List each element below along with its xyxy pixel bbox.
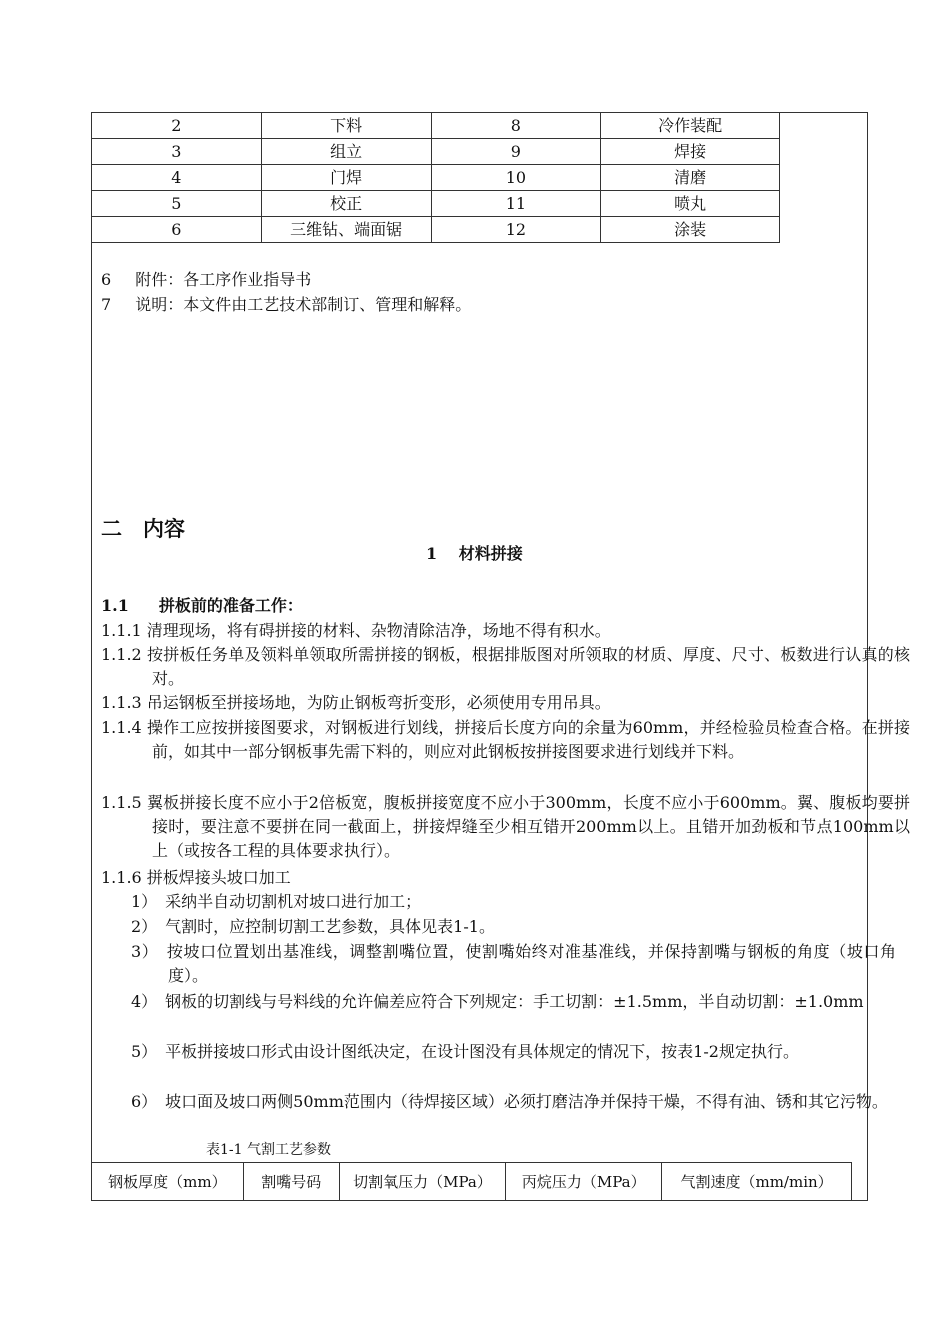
paragraph-1-1-3: 1.1.3 吊运钢板至拼接场地，为防止钢板弯折变形，必须使用专用吊具。 xyxy=(101,693,611,712)
subsection-heading xyxy=(101,594,303,618)
subsection-number: 1.1 xyxy=(101,596,129,615)
step-number: 8 xyxy=(431,113,601,139)
step-name: 校正 xyxy=(261,191,431,217)
paragraph-1-1-2: 1.1.2 按拼板任务单及领料单领取所需拼接的钢板，根据排版图对所领取的材质、厚度、尺寸、板数进行认真的核对。 xyxy=(101,645,910,688)
step-name: 组立 xyxy=(261,139,431,165)
table-row xyxy=(92,217,780,243)
paragraph-1-1-5: 1.1.5 翼板拼接长度不应小于2倍板宽，腹板拼接宽度不应小于300mm，长度不应小于600mm。翼、腹板均要拼接时，要注意不要拼在同一截面上，拼接焊缝至少相互错开200mm以上。且错开加劲板和节点100mm以上（或按各工程的具体要求执行）。 xyxy=(101,793,910,860)
gas-cutting-parameter-table xyxy=(91,1162,852,1201)
list-item: 6） 坡口面及坡口两侧50mm范围内（待焊接区域）必须打磨洁净并保持干燥，不得有油、锈和其它污物。 xyxy=(131,1092,888,1111)
paragraph-1-1-6: 1.1.6 拼板焊接头坡口加工 xyxy=(101,868,291,887)
column-header: 切割氧压力（MPa） xyxy=(339,1163,506,1201)
column-header: 丙烷压力（MPa） xyxy=(506,1163,662,1201)
step-number: 3 xyxy=(92,139,262,165)
step-name: 三维钻、端面锯 xyxy=(261,217,431,243)
note-number: 6 xyxy=(101,270,112,289)
list-item: 4） 钢板的切割线与号料线的允许偏差应符合下列规定：手工切割：±1.5mm，半自动切割：±1.0mm xyxy=(131,992,864,1011)
step-name: 喷丸 xyxy=(601,191,780,217)
column-header: 割嘴号码 xyxy=(243,1163,339,1201)
column-header: 气割速度（mm/min） xyxy=(662,1163,852,1201)
note-explanation xyxy=(101,293,471,317)
table-row xyxy=(92,113,780,139)
step-name: 焊接 xyxy=(601,139,780,165)
note-attachments xyxy=(101,268,311,292)
process-step-table xyxy=(91,112,780,243)
list-item: 5） 平板拼接坡口形式由设计图纸决定，在设计图没有具体规定的情况下，按表1-2规定执行。 xyxy=(131,1042,799,1061)
note-text: 说明：本文件由工艺技术部制订、管理和解释。 xyxy=(135,295,472,314)
table-row xyxy=(92,139,780,165)
step-number: 6 xyxy=(92,217,262,243)
paragraph-1-1-1: 1.1.1 清理现场，将有碍拼接的材料、杂物清除洁净，场地不得有积水。 xyxy=(101,621,611,640)
step-number: 10 xyxy=(431,165,601,191)
list-item: 3） 按坡口位置划出基准线，调整割嘴位置，使割嘴始终对准基准线，并保持割嘴与钢板的角度（坡口角度）。 xyxy=(131,942,896,985)
table-row xyxy=(92,165,780,191)
step-name: 门焊 xyxy=(261,165,431,191)
section-heading: 二 内容 xyxy=(101,516,185,541)
paragraph-1-1-4: 1.1.4 操作工应按拼接图要求，对钢板进行划线，拼接后长度方向的余量为60mm，并经检验员检查合格。在拼接前，如其中一部分钢板事先需下料的，则应对此钢板按拼接图要求进行划线并下料。 xyxy=(101,718,910,761)
step-name: 冷作装配 xyxy=(601,113,780,139)
step-name: 下料 xyxy=(261,113,431,139)
step-name: 清磨 xyxy=(601,165,780,191)
note-text: 附件：各工序作业指导书 xyxy=(135,270,312,289)
list-item: 2） 气割时，应控制切割工艺参数，具体见表1-1。 xyxy=(131,917,495,936)
step-number: 2 xyxy=(92,113,262,139)
table-caption: 表1-1 气割工艺参数 xyxy=(206,1142,331,1158)
note-number: 7 xyxy=(101,295,112,314)
step-number: 12 xyxy=(431,217,601,243)
step-number: 9 xyxy=(431,139,601,165)
chapter-title: 1 材料拼接 xyxy=(426,544,523,563)
step-number: 5 xyxy=(92,191,262,217)
subsection-title: 拼板前的准备工作： xyxy=(158,596,303,615)
step-number: 11 xyxy=(431,191,601,217)
table-header-row xyxy=(92,1163,852,1201)
list-item: 1） 采纳半自动切割机对坡口进行加工； xyxy=(131,892,422,911)
column-header: 钢板厚度（mm） xyxy=(92,1163,244,1201)
step-name: 涂装 xyxy=(601,217,780,243)
step-number: 4 xyxy=(92,165,262,191)
table-row xyxy=(92,191,780,217)
